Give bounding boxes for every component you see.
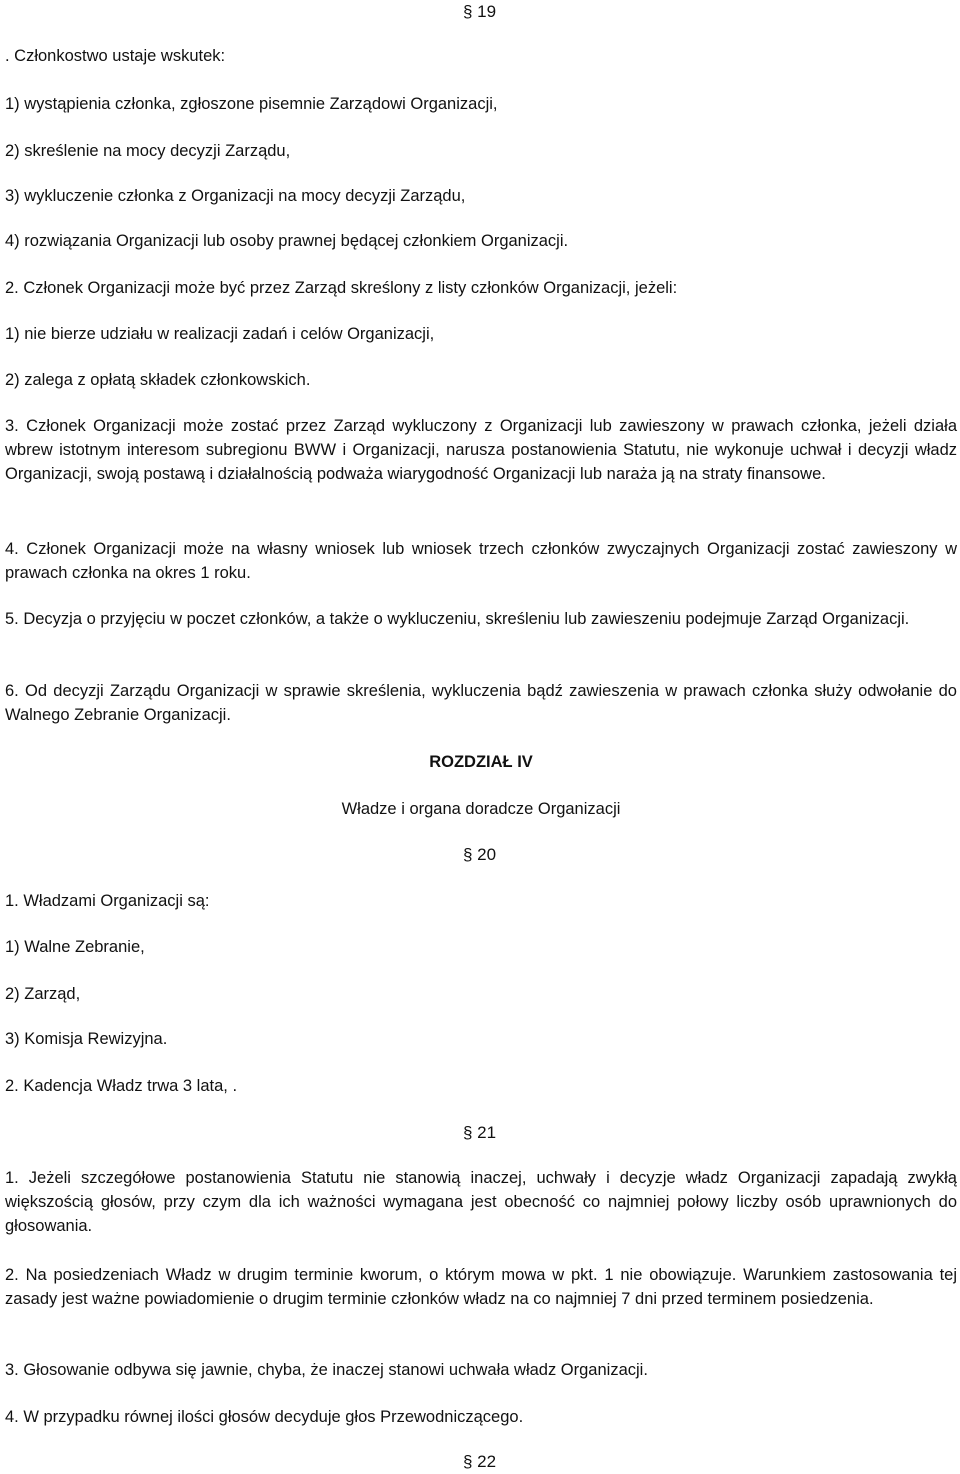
chapter-subtitle: Władze i organa doradcze Organizacji xyxy=(341,800,621,818)
sec19-line-3: 3) wykluczenie członka z Organizacji na mocy decyzji Zarządu, xyxy=(5,187,466,205)
sec19-paragraph-6: 6. Od decyzji Zarządu Organizacji w sprawie skreślenia, wykluczenia bądź zawieszenia w prawach członka służy odwołanie do Walnego Zebranie Organizacji. xyxy=(5,682,957,724)
sec21-paragraph-2: 2. Na posiedzeniach Władz w drugim terminie kworum, o którym mowa w pkt. 1 nie obowiązuje. Warunkiem zastosowania tej zasady jest ważne powiadomienie o drugim terminie członków władz na co najmniej 7 dni przed terminem posiedzenia. xyxy=(5,1266,957,1308)
sec19-line-1: 1) wystąpienia członka, zgłoszone pisemnie Zarządowi Organizacji, xyxy=(5,95,498,113)
sec19-line-0: . Członkostwo ustaje wskutek: xyxy=(5,47,226,65)
chapter-title: ROZDZIAŁ IV xyxy=(429,753,533,771)
section-21-heading: § 21 xyxy=(463,1123,497,1142)
sec20-line-4: 2. Kadencja Władz trwa 3 lata, . xyxy=(5,1077,238,1095)
section-19-heading: § 19 xyxy=(463,2,497,21)
sec21-paragraph-4: 4. W przypadku równej ilości głosów decyduje głos Przewodniczącego. xyxy=(5,1408,524,1426)
sec19-paragraph-3: 3. Członek Organizacji może zostać przez Zarząd wykluczony z Organizacji lub zawieszony w prawach członka, jeżeli działa wbrew istotnym interesom subregionu BWW i Organizacji, narusza postanowienia Statutu, nie wykonuje uchwał i decyzji władz Organizacji, swoją postawą i działalnością podważa wiarygodność Organizacji lub naraża ją na straty finansowe. xyxy=(5,417,957,483)
sec20-line-3: 3) Komisja Rewizyjna. xyxy=(5,1030,168,1048)
sec20-line-1: 1) Walne Zebranie, xyxy=(5,938,145,956)
section-22-heading: § 22 xyxy=(463,1452,497,1471)
sec21-paragraph-1: 1. Jeżeli szczegółowe postanowienia Statutu nie stanowią inaczej, uchwały i decyzje władz Organizacji zapadają zwykłą większością głosów, przy czym dla ich ważności wymagana jest obecność co najmniej połowy liczby osób uprawnionych do głosowania. xyxy=(5,1169,957,1235)
sec21-paragraph-3: 3. Głosowanie odbywa się jawnie, chyba, że inaczej stanowi uchwała władz Organizacji. xyxy=(5,1361,648,1379)
sec19-line-2: 2) skreślenie na mocy decyzji Zarządu, xyxy=(5,142,291,160)
sec19-paragraph-5: 5. Decyzja o przyjęciu w poczet członków, a także o wykluczeniu, skreśleniu lub zawieszeniu podejmuje Zarząd Organizacji. xyxy=(5,610,910,628)
section-20-heading: § 20 xyxy=(463,845,497,864)
sec20-line-2: 2) Zarząd, xyxy=(5,985,81,1003)
sec19-line-5: 2. Członek Organizacji może być przez Zarząd skreślony z listy członków Organizacji, jeżeli: xyxy=(5,279,678,297)
sec19-line-4: 4) rozwiązania Organizacji lub osoby prawnej będącej członkiem Organizacji. xyxy=(5,232,569,250)
sec19-line-7: 2) zalega z opłatą składek członkowskich. xyxy=(5,371,311,389)
sec19-paragraph-4: 4. Członek Organizacji może na własny wniosek lub wniosek trzech członków zwyczajnych Organizacji zostać zawieszony w prawach członka na okres 1 roku. xyxy=(5,540,957,582)
sec20-line-0: 1. Władzami Organizacji są: xyxy=(5,892,210,910)
sec19-line-6: 1) nie bierze udziału w realizacji zadań i celów Organizacji, xyxy=(5,325,435,343)
